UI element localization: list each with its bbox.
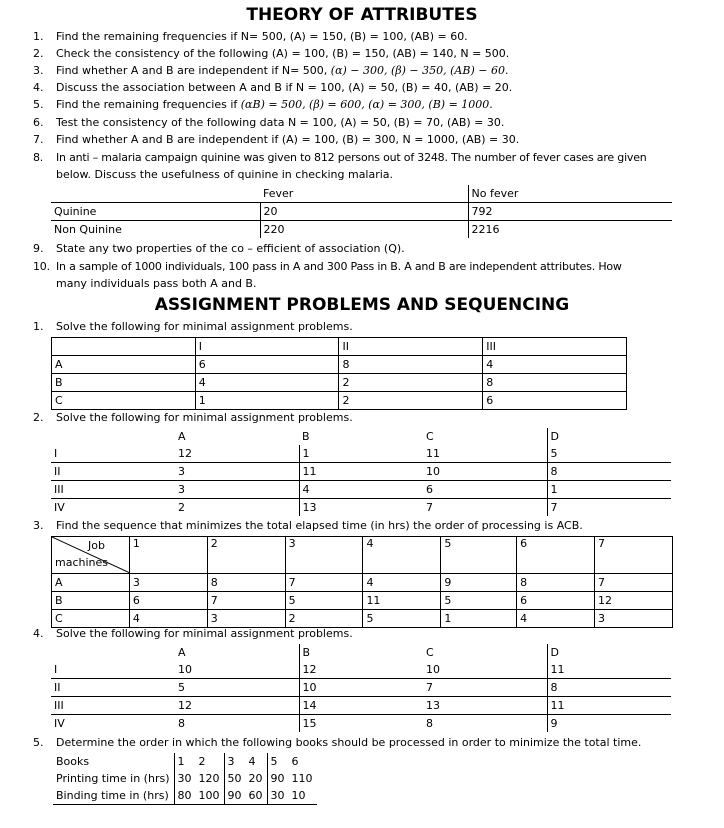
question-10: 10. In a sample of 1000 individuals, 100 pass in A and 300 Pass in B. A and B are independent attributes. How	[33, 260, 622, 273]
table-row: IV 2 13 7 7	[51, 499, 671, 517]
question-6: 6. Test the consistency of the following data N = 100, (A) = 50, (B) = 70, (AB) = 30.	[33, 116, 505, 129]
table-row: III 3 4 6 1	[51, 481, 671, 499]
sequencing-table	[51, 536, 673, 628]
problem-3: 3. Find the sequence that minimizes the total elapsed time (in hrs) the order of processing is ACB.	[33, 519, 583, 532]
section-title-assignment: ASSIGNMENT PROBLEMS AND SEQUENCING	[154, 295, 570, 315]
problem-1: 1. Solve the following for minimal assignment problems.	[33, 320, 353, 333]
table-header-row: A B C D	[51, 644, 671, 661]
table-row: Printing time in (hrs) 30 120 50 20 90 110	[53, 770, 317, 787]
table-header-row: I II III	[52, 338, 627, 356]
table-row: I 10 12 10 11	[51, 661, 671, 679]
table-row: III 12 14 13 11	[51, 697, 671, 715]
assignment-table-1	[51, 337, 627, 410]
table-row: A 6 8 4	[52, 356, 627, 374]
table-row: Books 1 2 3 4 5 6	[53, 753, 317, 770]
table-header-row: Fever No fever	[51, 185, 672, 203]
problem-5: 5. Determine the order in which the following books should be processed in order to minimize the total time.	[33, 736, 642, 749]
table-row: I 12 1 11 5	[51, 445, 671, 463]
table-row: Binding time in (hrs) 80 100 90 60 30 10	[53, 787, 317, 805]
table-row: C 1 2 6	[52, 392, 627, 410]
question-7: 7. Find whether A and B are independent if (A) = 100, (B) = 300, N = 1000, (AB) = 30.	[33, 133, 520, 146]
question-8-continued: below. Discuss the usefulness of quinine in checking malaria.	[56, 168, 394, 181]
table-row: Quinine 20 792	[51, 203, 672, 221]
question-1: 1. Find the remaining frequencies if N= 500, (A) = 150, (B) = 100, (AB) = 60.	[33, 30, 468, 43]
question-9: 9. State any two properties of the co – efficient of association (Q).	[33, 242, 405, 255]
table-row: C 4 3 2 5 1 4 3	[52, 610, 673, 628]
question-5: 5. Find the remaining frequencies if (αB) = 500, (β) = 600, (α) = 300, (B) = 1000.	[33, 98, 493, 111]
assignment-table-4	[51, 644, 671, 732]
question-10-continued: many individuals pass both A and B.	[56, 277, 257, 290]
question-8: 8. In anti – malaria campaign quinine was given to 812 persons out of 3248. The number of fever cases are given	[33, 151, 647, 164]
question-2: 2. Check the consistency of the following (A) = 100, (B) = 150, (AB) = 140, N = 500.	[33, 47, 510, 60]
problem-2: 2. Solve the following for minimal assignment problems.	[33, 411, 353, 424]
job-machine-corner-cell: Job machines	[52, 537, 130, 574]
section-title-attributes: THEORY OF ATTRIBUTES	[246, 5, 478, 25]
question-4: 4. Discuss the association between A and B if N = 100, (A) = 50, (B) = 40, (AB) = 20.	[33, 81, 513, 94]
table-header-row: A B C D	[51, 428, 671, 445]
table-row: II 3 11 10 8	[51, 463, 671, 481]
table-row: II 5 10 7 8	[51, 679, 671, 697]
table-row: B 4 2 8	[52, 374, 627, 392]
table-row: A 3 8 7 4 9 8 7	[52, 574, 673, 592]
books-processing-table	[53, 753, 317, 805]
problem-4: 4. Solve the following for minimal assignment problems.	[33, 627, 353, 640]
quinine-fever-table	[51, 185, 672, 238]
table-row: Non Quinine 220 2216	[51, 221, 672, 239]
table-row: IV 8 15 8 9	[51, 715, 671, 733]
question-3: 3. Find whether A and B are independent if N= 500, (α) − 300, (β) − 350, (AB) − 60.	[33, 64, 509, 77]
assignment-table-2	[51, 428, 671, 516]
table-row: B 6 7 5 11 5 6 12	[52, 592, 673, 610]
table-header-row: Job machines 1 2 3 4 5 6 7	[52, 537, 673, 574]
